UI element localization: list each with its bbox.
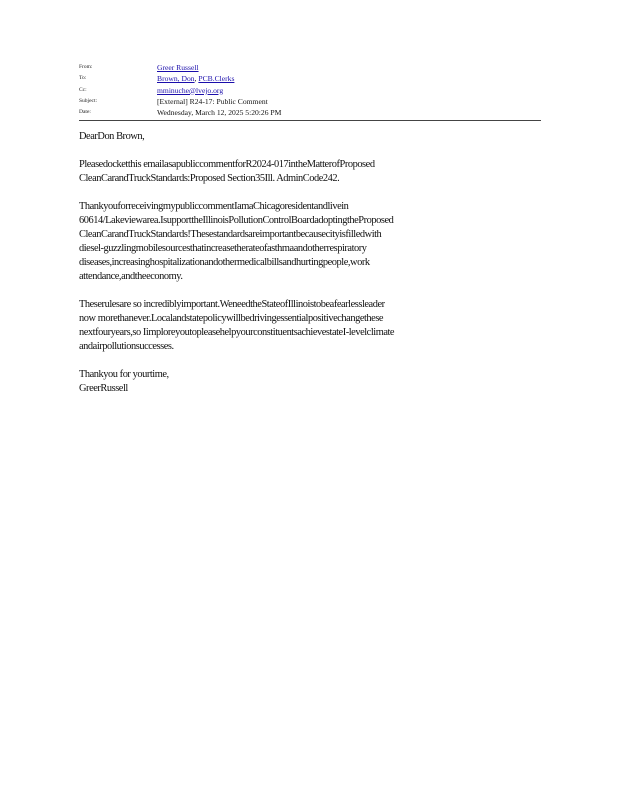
to-row [79,73,541,84]
signature: GreerRussell [79,383,128,394]
closing [79,368,459,396]
paragraph-line: ThankyouforreceivingmypubliccommentIamaChicagoresidentandlivein [79,201,349,212]
to-separator: , [194,74,199,84]
from-link[interactable]: Greer Russell [157,63,199,72]
to-label: To: [79,75,87,82]
date-row [79,107,541,118]
paragraph-line: Pleasedocketthis emailasapubliccommentforR2024-017intheMatterofProposed [79,159,375,170]
paragraph-line: andairpollutionsuccesses. [79,341,174,352]
from-row [79,62,541,73]
greeting-line: DearDon Brown, [79,131,145,142]
to-link-brown[interactable]: Brown, Don [157,74,195,84]
paragraph-line: attendance,andtheeconomy. [79,271,183,282]
date-value: Wednesday, March 12, 2025 5:20:26 PM [157,108,282,118]
closing-line: Thankyou for yourtime, [79,369,169,380]
paragraph-1 [79,158,459,186]
paragraph-line: Theserulesare so incrediblyimportant.WeneedtheStateofIllinoistobeafearlessleader [79,299,385,310]
paragraph-line: CleanCarandTruckStandards!Thesestandardsareimportantbecausecityisfilledwith [79,229,382,240]
paragraph-line: diseases,increasinghospitalizationandothermedicalbillsandhurtingpeople,work [79,257,370,268]
header-divider [79,120,541,121]
email-header [79,62,541,118]
paragraph-3 [79,298,459,354]
email-body [79,130,459,410]
from-label: From: [79,64,93,70]
paragraph-line: nextfouryears,so IimploreyoutopleasehelpyourconstituentsachievestateI-levelclimate [79,327,395,338]
paragraph-line: diesel-guzzlingmobilesourcesthatincreasetherateofasthmaandotherrespiratory [79,243,367,254]
date-label: Date: [79,109,91,116]
subject-value: [External] R24-17: Public Comment [157,96,268,106]
cc-label: Cc: [79,86,87,93]
cc-link[interactable]: mminuche@lvejo.org [157,85,224,95]
paragraph-line: CleanCarandTruckStandards:Proposed Section35Ill. AdminCode242. [79,173,340,184]
subject-row [79,96,541,107]
subject-label: Subject: [79,97,98,104]
greeting [79,130,459,144]
paragraph-line: 60614/Lakeviewarea.IsupporttheIllinoisPollutionControlBoardadoptingtheProposed [79,215,394,226]
cc-row [79,85,541,96]
paragraph-line: now morethanever.Localandstatepolicywillbedrivingessentialpositivechangethese [79,313,384,324]
paragraph-2 [79,200,459,284]
to-link-clerks[interactable]: PCB.Clerks [198,74,235,84]
